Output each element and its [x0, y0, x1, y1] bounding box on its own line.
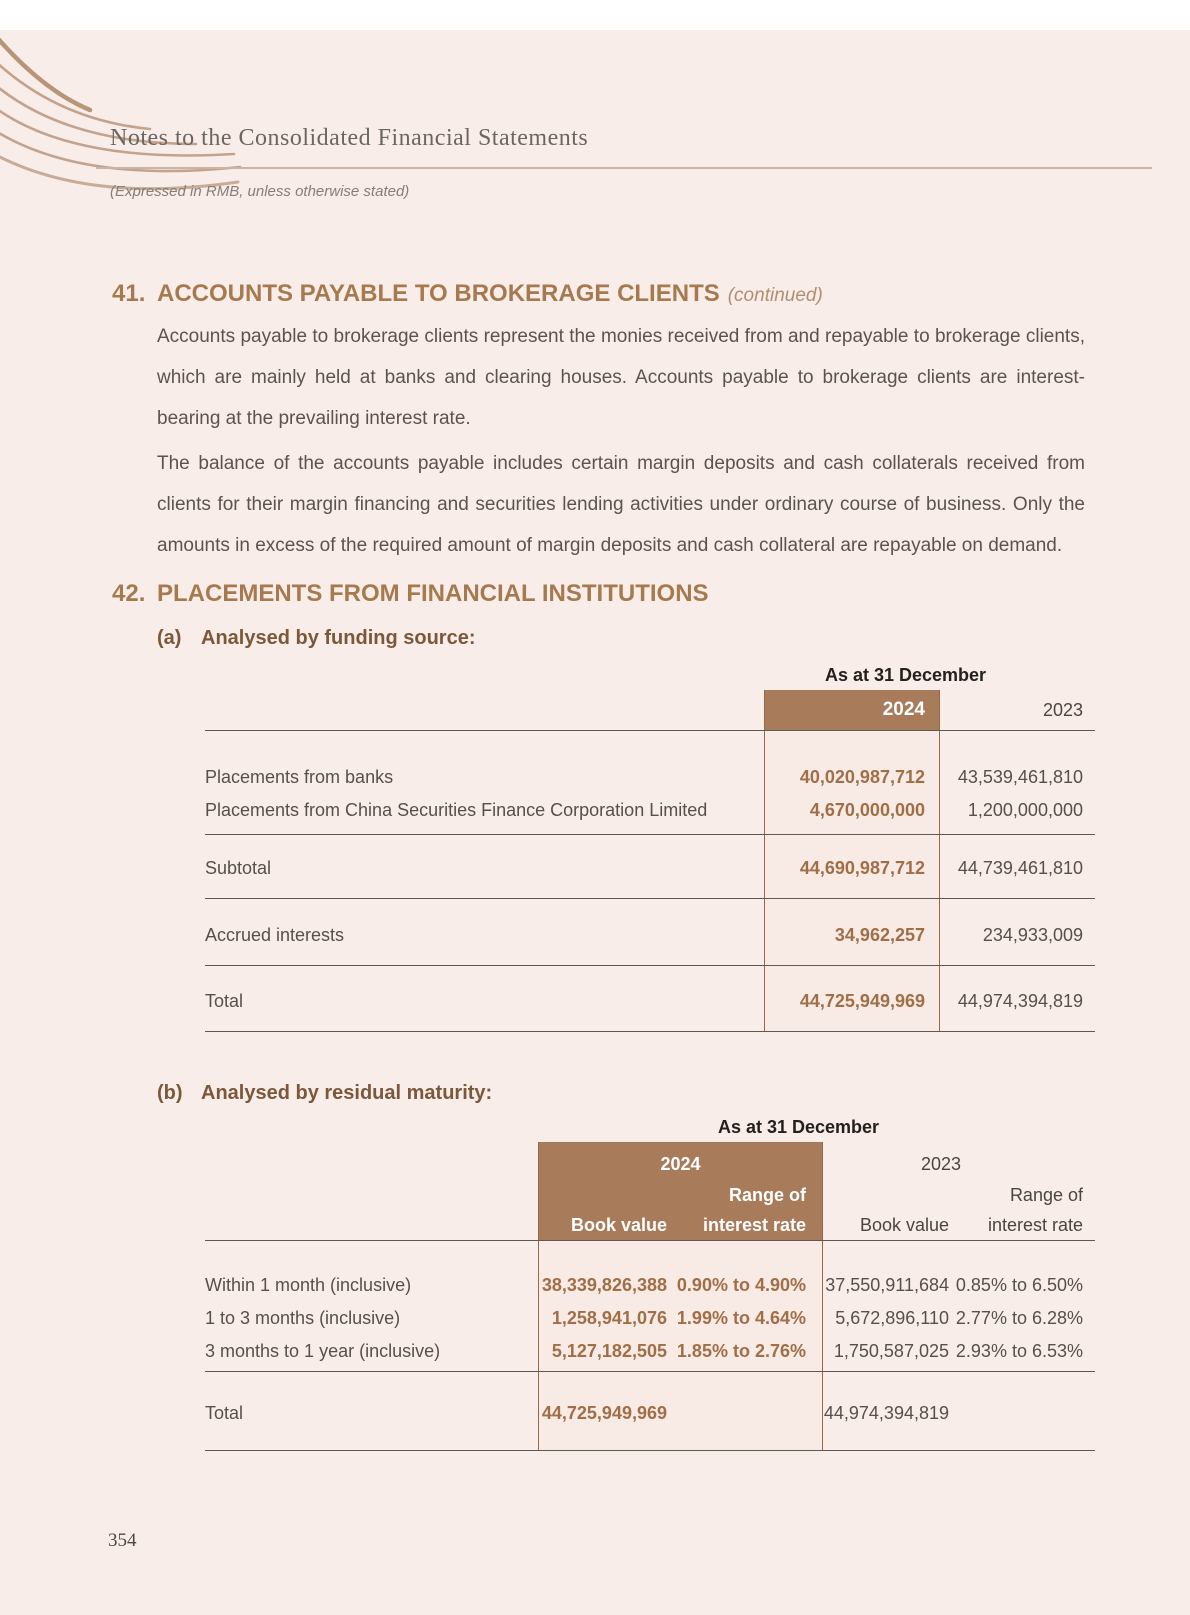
- table-a-row-label: Total: [205, 991, 244, 1011]
- table-a-value-2024: 4,670,000,000: [809, 800, 925, 820]
- section-42-title: PLACEMENTS FROM FINANCIAL INSTITUTIONS: [157, 580, 709, 607]
- table-a-row-label: Placements from China Securities Finance Corporation Limited: [205, 800, 708, 820]
- section-41-paragraph-2: The balance of the accounts payable includes certain margin deposits and cash collaterals received from clients for their margin financing and securities lending activities under ordinary course of business. Only the amounts in excess of the required amount of margin deposits and cash collateral are repayable on demand.: [157, 453, 1085, 556]
- subsection-b-heading: [157, 1082, 492, 1105]
- subsection-a-label: (a): [157, 627, 182, 649]
- table-b-group-maturities: [205, 1241, 1095, 1372]
- table-a-value-2023: 1,200,000,000: [967, 800, 1083, 820]
- section-41-continued: (continued): [727, 285, 823, 306]
- section-41-title: ACCOUNTS PAYABLE TO BROKERAGE CLIENTS: [157, 280, 720, 307]
- table-b-row-label: Within 1 month (inclusive): [205, 1275, 412, 1295]
- section-42-heading: [112, 580, 1092, 608]
- table-a-group-total: [205, 966, 1095, 1032]
- table-b-range-of-2023: Range of: [1009, 1185, 1083, 1205]
- table-b-rate-2023: 2.93% to 6.53%: [955, 1341, 1083, 1361]
- decorative-swoosh: [0, 30, 310, 195]
- table-b-col-2023: 2023: [920, 1154, 962, 1174]
- table-b-bv-2024: 38,339,826,388: [541, 1275, 667, 1295]
- table-b-book-value-2023: Book value: [859, 1215, 949, 1235]
- table-a-row-label: Subtotal: [205, 858, 272, 878]
- table-b-caption-row: [205, 1104, 1095, 1142]
- subsection-a-heading: [157, 627, 475, 650]
- table-b-bv-2024: 5,127,182,505: [551, 1341, 667, 1361]
- table-a-group-placements: [205, 731, 1095, 835]
- table-b-interest-rate-2023: interest rate: [987, 1215, 1083, 1235]
- table-b-range-of-2024: Range of: [728, 1185, 806, 1205]
- table-a-caption: As at 31 December: [824, 665, 987, 685]
- table-b-rate-2024: 1.99% to 4.64%: [676, 1308, 806, 1328]
- table-b-col-2024: 2024: [660, 1154, 701, 1174]
- table-a-value-2024: 34,962,257: [834, 925, 925, 945]
- subsection-a-title: Analysed by funding source:: [201, 627, 476, 649]
- table-a-value-2024: 44,690,987,712: [799, 858, 925, 878]
- table-b-bv-2024: 1,258,941,076: [551, 1308, 667, 1328]
- table-a-value-2024: 44,725,949,969: [799, 991, 925, 1011]
- table-b-header-2024: [538, 1142, 823, 1240]
- table-a-col-2024: 2024: [764, 690, 940, 730]
- page-subtitle: (Expressed in RMB, unless otherwise stated): [110, 183, 410, 200]
- table-b-rate-2023: 0.85% to 6.50%: [955, 1275, 1083, 1295]
- table-b-bv-2023: 37,550,911,684: [825, 1275, 949, 1295]
- table-b-header-row: [205, 1142, 1095, 1241]
- table-funding-source: [205, 652, 1095, 1032]
- table-a-value-2023: 43,539,461,810: [957, 767, 1083, 787]
- table-a-header-row: [205, 690, 1095, 731]
- table-b-total-label: Total: [205, 1403, 244, 1423]
- table-b-total-bv-2023: 44,974,394,819: [823, 1403, 949, 1423]
- header-rule: [96, 167, 1152, 169]
- table-b-row-label: 1 to 3 months (inclusive): [205, 1308, 401, 1328]
- table-b-rate-2024: 0.90% to 4.90%: [676, 1275, 806, 1295]
- table-a-group-subtotal: [205, 835, 1095, 899]
- table-b-total-bv-2024: 44,725,949,969: [541, 1403, 667, 1423]
- table-b-header-2023: [823, 1142, 1095, 1240]
- page-title: Notes to the Consolidated Financial Statements: [110, 125, 589, 151]
- section-41-heading: [112, 280, 1092, 308]
- table-b-bv-2023: 1,750,587,025: [833, 1341, 949, 1361]
- table-b-rate-2023: 2.77% to 6.28%: [955, 1308, 1083, 1328]
- table-a-row-label: Placements from banks: [205, 767, 394, 787]
- table-a-value-2024: 40,020,987,712: [799, 767, 925, 787]
- table-a-caption-row: [205, 652, 1095, 690]
- table-a-value-2023: 44,974,394,819: [957, 991, 1083, 1011]
- table-b-rate-2024: 1.85% to 2.76%: [676, 1341, 806, 1361]
- table-residual-maturity: [205, 1104, 1095, 1451]
- table-a-row-label: Accrued interests: [205, 925, 345, 945]
- subsection-b-label: (b): [157, 1082, 183, 1104]
- subsection-b-title: Analysed by residual maturity:: [201, 1082, 493, 1104]
- table-a-value-2023: 44,739,461,810: [957, 858, 1083, 878]
- page-number: 354: [108, 1530, 137, 1551]
- table-b-row-label: 3 months to 1 year (inclusive): [205, 1341, 441, 1361]
- table-a-value-2023: 234,933,009: [982, 925, 1083, 945]
- table-b-caption: As at 31 December: [717, 1117, 880, 1137]
- section-41-number: 41.: [112, 280, 146, 307]
- table-b-interest-rate-2024: interest rate: [702, 1215, 806, 1235]
- table-b-bv-2023: 5,672,896,110: [835, 1308, 949, 1328]
- section-42-number: 42.: [112, 580, 146, 607]
- table-b-book-value-2024: Book value: [570, 1215, 668, 1235]
- table-a-col-2023: 2023: [1042, 700, 1083, 720]
- table-a-group-accrued: [205, 899, 1095, 966]
- section-41-paragraph-1: Accounts payable to brokerage clients represent the monies received from and repayable to brokerage clients, which are mainly held at banks and clearing houses. Accounts payable to brokerage clients are interest-bearing at the prevailing interest rate.: [157, 326, 1085, 429]
- table-b-group-total: [205, 1372, 1095, 1451]
